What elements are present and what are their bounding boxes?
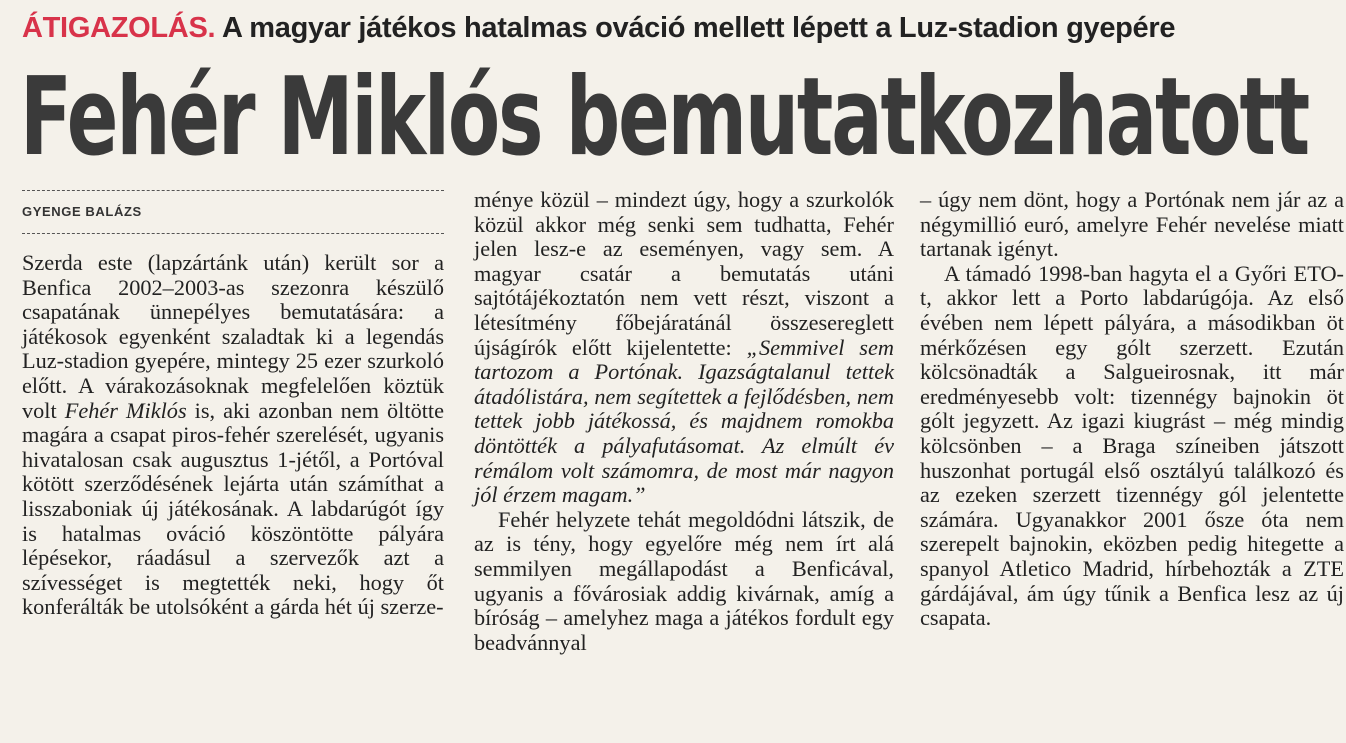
headline: Fehér Miklós bemutatkozhatott (20, 55, 1309, 180)
byline: GYENGE BALÁZS (22, 204, 142, 219)
kicker-line (22, 6, 1342, 50)
player-name: Fehér Miklós (64, 397, 187, 423)
section-label: ÁTIGAZOLÁS. (22, 12, 216, 44)
kicker-subtitle: A magyar játékos hatalmas ováció mellett lépett a Luz-stadion gyepére (221, 12, 1176, 44)
paragraph: A támadó 1998-ban hagyta el a Győri ETO-t, akkor lett a Porto labdarúgója. Az első évében nem lépett pályára, a másodikban öt mérkőzésen egy gólt szerzett. Ezután kölcsönadták a Salgueirosnak, itt már eredményesebb volt: tizennégy bajnokin öt gólt jegyzett. Az igazi kiugrást – még mindig kölcsönben – a Braga színeiben játszott huszonhat portugál első osztályú találkozó és az ezeken szerzett tizennégy gól jelentette számára. Ugyanakkor 2001 ősze óta nem szerepelt bajnokin, eközben pedig hitegette a spanyol Atletico Madrid, hírbehozták a ZTE gárdájával, ám úgy tűnik a Benfica lesz az új csapata. (920, 260, 1344, 631)
paragraph (474, 188, 894, 508)
quote: „Semmivel sem tartozom a Portónak. Igazságtalanul tettek átadólistára, nem segítettek a fejlődésben, nem tettek jobb játékossá, és majdnem romokba döntötték a pályafutásomat. Az elmúlt év rémálom volt számomra, de most már nagyon jól érzem magam.” (474, 334, 894, 508)
text-run: Szerda este (lapzártánk után) került sor a Benfica 2002–2003-as szezonra készülő csapatának ünnepélyes bemutatására: a játékosok egyenként szaladtak ki a legendás Luz-stadion gyepére, mintegy 25 ezer szurkoló előtt. A várakozásoknak megfelelően köztük volt (22, 250, 444, 423)
text-run: is, aki azonban nem öltötte magára a csapat piros-fehér szerelését, ugyanis hivatalosan csak augusztus 1-jétől, a Portóval kötött szerződésének lejárta után számíthat a lisszaboniak új játékosának. A labdarúgót így is hatalmas ováció köszöntötte pályára lépésekor, ráadásul a szervezők azt a szívességet is megtették neki, hogy őt konferálták be utolsóként a gárda hét új szerze- (22, 397, 445, 620)
article-column-3 (920, 188, 1344, 631)
byline-rule-top (22, 190, 444, 191)
byline-rule-bottom (22, 233, 444, 234)
article-column-1 (22, 251, 444, 620)
text-run: ménye közül – mindezt úgy, hogy a szurkolók közül akkor még senki sem tudhatta, Fehér jelen lesz-e az eseményen, vagy sem. A magyar csatár a bemutatás utáni sajtótájékoztatón nem vett részt, viszont a létesítmény főbejáratánál összesereglett újságírók előtt kijelentette: (474, 187, 894, 360)
paragraph: Fehér helyzete tehát megoldódni látszik, de az is tény, hogy egyelőre még nem írt alá semmilyen megállapodást a Benficával, ugyanis a fővárosiak addig kivárnak, amíg a bíróság – amelyhez maga a játékos fordult egy beadvánnyal (474, 506, 894, 655)
paragraph (22, 251, 444, 620)
paragraph: – úgy nem dönt, hogy a Portónak nem jár az a négymillió euró, amelyre Fehér nevelése miatt tartanak igényt. (920, 187, 1344, 262)
article-column-2 (474, 188, 894, 655)
